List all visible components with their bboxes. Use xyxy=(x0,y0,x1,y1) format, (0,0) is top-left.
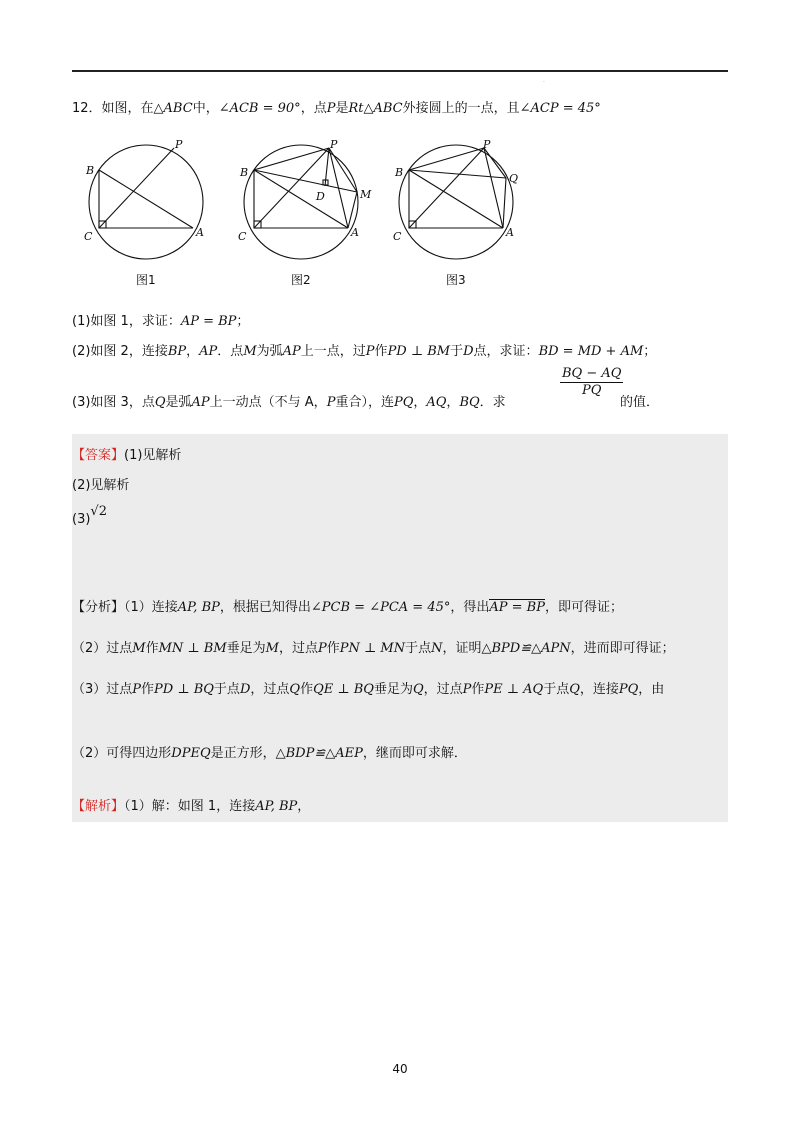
header-rule xyxy=(72,70,728,72)
math-m: M xyxy=(243,344,257,359)
figure-caption-2: 图2 xyxy=(291,273,311,287)
analysis-text: ，过点 xyxy=(250,682,290,697)
analysis-tag: 【分析】 xyxy=(72,600,125,615)
analysis-text: 作 xyxy=(145,641,159,656)
math-arc-ap: AP xyxy=(191,395,210,410)
analysis-text: ，继而即可求解． xyxy=(362,746,467,761)
segment-pa xyxy=(484,148,503,228)
math-ap-eq-bp: AP = BP xyxy=(180,314,237,329)
question-text: 外接圆上的一点，且 xyxy=(402,101,520,116)
figure-caption-1: 图1 xyxy=(136,273,156,287)
figure-2 xyxy=(238,138,372,259)
math-bp: BP xyxy=(167,344,187,359)
solution-text: （1）解：如图 1，连接 xyxy=(124,799,256,814)
math-ap-bp: AP, BP xyxy=(177,600,220,615)
analysis-text: 垂足为 xyxy=(226,641,266,656)
analysis-text: （2）可得四边形 xyxy=(72,746,172,761)
analysis-text: （1）连接 xyxy=(124,600,178,615)
label-a: A xyxy=(196,226,204,239)
analysis-text: （2）过点 xyxy=(72,641,133,656)
math-angle-acp: ∠ACP = 45° xyxy=(519,101,601,116)
part-text: ， xyxy=(413,395,427,410)
fraction xyxy=(560,366,623,398)
label-c: C xyxy=(84,230,93,243)
figure-caption-3: 图3 xyxy=(446,273,466,287)
analysis-text: 于点 xyxy=(543,682,570,697)
analysis-text: ，连接 xyxy=(579,682,619,697)
answer-section xyxy=(72,434,728,822)
solution-tag: 【解析】 xyxy=(72,799,125,814)
segment-cp xyxy=(99,148,174,228)
math-n: N xyxy=(431,641,443,656)
math-pq: PQ xyxy=(618,682,639,697)
part-2 xyxy=(72,340,656,359)
header-dot: · xyxy=(543,79,545,86)
math-pd-perp-bm: PD ⊥ BM xyxy=(387,344,451,359)
part-text: ； xyxy=(643,344,657,359)
segment-ma xyxy=(348,192,357,228)
part-text: ， xyxy=(186,344,200,359)
part-text: ．求 xyxy=(479,395,506,410)
fraction-numerator: BQ − AQ xyxy=(562,366,622,381)
analysis-text: （3）过点 xyxy=(72,682,133,697)
analysis-text: ，证明 xyxy=(442,641,482,656)
label-b: B xyxy=(86,164,95,177)
analysis-text: 于点 xyxy=(213,682,240,697)
segment-ba xyxy=(99,170,193,228)
math-m: M xyxy=(265,641,279,656)
analysis-text: 作 xyxy=(326,641,340,656)
math-p: P xyxy=(132,682,142,697)
math-mn-perp-bm: MN ⊥ BM xyxy=(158,641,227,656)
segment-cp xyxy=(254,148,329,228)
math-q: Q xyxy=(569,682,580,697)
part-text: ； xyxy=(236,314,250,329)
math-pq: PQ xyxy=(393,395,414,410)
label-p: P xyxy=(483,138,491,151)
math-p: P xyxy=(462,682,472,697)
analysis-text: ，进而即可得证； xyxy=(570,641,675,656)
math-pn-perp-mn: PN ⊥ MN xyxy=(339,641,406,656)
analysis-text: ，得出 xyxy=(450,600,490,615)
segment-bp xyxy=(254,148,329,170)
answer-3-value: √2 xyxy=(90,504,107,519)
question-number: 12． xyxy=(72,101,102,116)
label-d: D xyxy=(316,190,325,203)
math-ap: AP xyxy=(199,344,218,359)
math-rt-abc: Rt△ABC xyxy=(348,101,403,116)
label-q: Q xyxy=(509,172,519,185)
math-pd-perp-bq: PD ⊥ BQ xyxy=(154,682,214,697)
part-text: 是弧 xyxy=(165,395,192,410)
answer-line-1 xyxy=(72,444,181,463)
part-text: 上一点，过 xyxy=(300,344,366,359)
part-text: ， xyxy=(446,395,460,410)
math-q: Q xyxy=(412,682,424,697)
answer-1: (1)见解析 xyxy=(124,448,182,463)
math-p: P xyxy=(318,641,327,656)
analysis-text: ，过点 xyxy=(423,682,463,697)
analysis-text: 作 xyxy=(300,682,314,697)
math-arc-ap: AP xyxy=(282,344,301,359)
circle-3 xyxy=(399,145,513,259)
analysis-text: 于点 xyxy=(405,641,432,656)
figure-1 xyxy=(84,138,204,259)
answer-3-label: (3) xyxy=(72,512,91,527)
analysis-text: ，即可得证； xyxy=(544,600,623,615)
circle-1 xyxy=(89,145,203,259)
part-text: 上一动点（不与 A， xyxy=(209,395,327,410)
question-text: 是 xyxy=(335,101,349,116)
question-text: 如图，在△ xyxy=(101,101,164,116)
math-abc: ABC xyxy=(163,101,193,116)
figure-3 xyxy=(393,138,518,259)
math-ap-eq-bp: AP = BP xyxy=(489,600,545,615)
math-congruence: △BDP≌△AEP xyxy=(275,746,363,761)
question-line xyxy=(72,97,601,116)
math-p: P xyxy=(326,101,336,116)
circle-2 xyxy=(244,145,358,259)
math-p: P xyxy=(326,395,336,410)
math-d: D xyxy=(239,682,251,697)
math-angle-eq: ∠PCB = ∠PCA = 45° xyxy=(310,600,451,615)
math-aq: AQ xyxy=(426,395,447,410)
analysis-text: 是正方形， xyxy=(210,746,276,761)
analysis-text: ，根据已知得出 xyxy=(219,600,311,615)
solution-text: ， xyxy=(297,799,311,814)
part-text: 作 xyxy=(374,344,388,359)
analysis-line-2 xyxy=(72,637,675,656)
label-p: P xyxy=(175,138,183,151)
math-qe-perp-bq: QE ⊥ BQ xyxy=(313,682,374,697)
segment-bp xyxy=(409,148,484,170)
segment-qa xyxy=(503,178,506,228)
math-p: P xyxy=(365,344,375,359)
segment-pm xyxy=(329,148,357,192)
answer-line-2: (2)见解析 xyxy=(72,478,130,493)
part-text: 于 xyxy=(450,344,464,359)
math-dpeq: DPEQ xyxy=(171,746,211,761)
math-m: M xyxy=(132,641,146,656)
part-text: 点，求证： xyxy=(473,344,539,359)
analysis-text: ，过点 xyxy=(278,641,318,656)
analysis-line-4 xyxy=(72,742,467,761)
part-text: (2)如图 2，连接 xyxy=(72,344,168,359)
math-d: D xyxy=(463,344,474,359)
part-3-end: 的值． xyxy=(620,395,660,410)
page-number: 40 xyxy=(392,1062,408,1076)
label-b: B xyxy=(395,166,404,179)
label-b: B xyxy=(240,166,249,179)
math-angle-acb: ∠ACB = 90° xyxy=(218,101,301,116)
part-text: ．点 xyxy=(217,344,244,359)
part-text: 为弧 xyxy=(256,344,283,359)
label-a: A xyxy=(506,226,514,239)
part-1 xyxy=(72,310,249,329)
question-text: ，点 xyxy=(300,101,327,116)
label-c: C xyxy=(238,230,247,243)
segment-ba xyxy=(254,170,348,228)
part-text: 重合），连 xyxy=(335,395,394,410)
label-m: M xyxy=(360,188,372,201)
math-congruence: △BPD≌△APN xyxy=(481,641,571,656)
answer-tag: 【答案】 xyxy=(72,448,125,463)
analysis-line-1 xyxy=(72,596,623,615)
segment-cp xyxy=(409,148,484,228)
math-bq: BQ xyxy=(459,395,480,410)
math-ap-bp: AP, BP xyxy=(255,799,298,814)
part-3 xyxy=(72,391,506,410)
math-pe-perp-aq: PE ⊥ AQ xyxy=(484,682,544,697)
analysis-text: 垂足为 xyxy=(373,682,413,697)
analysis-text: 作 xyxy=(471,682,485,697)
label-p: P xyxy=(330,138,338,151)
math-q: Q xyxy=(154,395,166,410)
analysis-text: 作 xyxy=(141,682,155,697)
fraction-denominator: PQ xyxy=(582,383,602,398)
answer-line-3 xyxy=(72,504,107,527)
analysis-line-3 xyxy=(72,678,664,697)
label-a: A xyxy=(351,226,359,239)
analysis-text: ，由 xyxy=(638,682,665,697)
math-q: Q xyxy=(289,682,301,697)
geometry-figures xyxy=(72,136,532,286)
solution-line xyxy=(72,795,310,814)
segment-ba xyxy=(409,170,503,228)
part-text: (3)如图 3，点 xyxy=(72,395,155,410)
math-bd-eq: BD = MD + AM xyxy=(538,344,644,359)
label-c: C xyxy=(393,230,402,243)
question-text: 中， xyxy=(192,101,219,116)
part-text: (1)如图 1，求证： xyxy=(72,314,181,329)
